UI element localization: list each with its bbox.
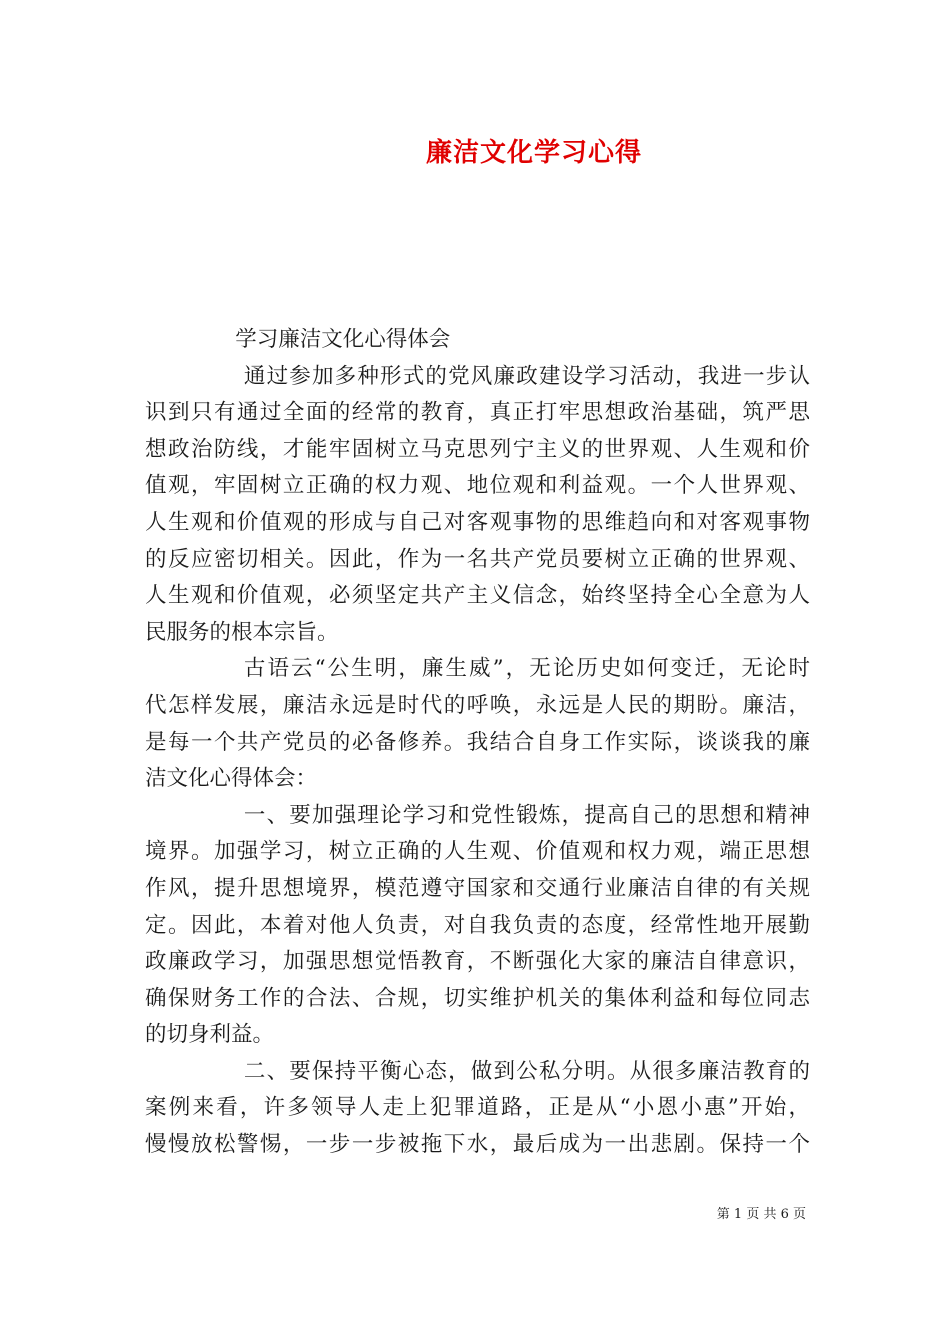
paragraph-line: 人生观和价值观，必须坚定共产主义信念，始终坚持全心全意为人 <box>145 583 810 609</box>
paragraph-line: 作风，提升思想境界，模范遵守国家和交通行业廉洁自律的有关规 <box>145 875 810 901</box>
paragraph-line: 古语云“公生明，廉生威”，无论历史如何变迁，无论时 <box>243 656 810 682</box>
paragraph-line: 洁文化心得体会： <box>145 766 318 792</box>
paragraph-line: 的反应密切相关。因此，作为一名共产党员要树立正确的世界观、 <box>145 546 810 572</box>
paragraph-line: 确保财务工作的合法、合规，切实维护机关的集体利益和每位同志 <box>145 985 810 1011</box>
paragraph-line: 定。因此，本着对他人负责，对自我负责的态度，经常性地开展勤 <box>145 912 810 938</box>
paragraph-line: 境界。加强学习，树立正确的人生观、价值观和权力观，端正思想 <box>145 839 810 865</box>
paragraph-line: 二、要保持平衡心态，做到公私分明。从很多廉洁教育的 <box>243 1058 810 1084</box>
paragraph-line: 民服务的根本宗旨。 <box>145 619 339 645</box>
paragraph-line: 的切身利益。 <box>145 1022 275 1048</box>
paragraph-line: 政廉政学习，加强思想觉悟教育，不断强化大家的廉洁自律意识， <box>145 949 810 975</box>
paragraph-line: 值观，牢固树立正确的权力观、地位观和利益观。一个人世界观、 <box>145 473 810 499</box>
document-body <box>145 322 810 1164</box>
paragraph-line: 想政治防线，才能牢固树立马克思列宁主义的世界观、人生观和价 <box>145 436 810 462</box>
document-title: 廉洁文化学习心得 <box>425 138 642 168</box>
paragraph-line: 慢慢放松警惕，一步一步被拖下水，最后成为一出悲剧。保持一个 <box>145 1132 810 1158</box>
page-number-footer: 第 1 页 共 6 页 <box>716 1207 806 1222</box>
document-subtitle: 学习廉洁文化心得体会 <box>235 327 451 352</box>
paragraph-line: 案例来看，许多领导人走上犯罪道路，正是从“小恩小惠”开始， <box>145 1095 810 1121</box>
paragraph-line: 通过参加多种形式的党风廉政建设学习活动，我进一步认 <box>243 363 810 389</box>
paragraph-line: 代怎样发展，廉洁永远是时代的呼唤，永远是人民的期盼。廉洁， <box>145 692 810 718</box>
paragraph-line: 一、要加强理论学习和党性锻炼，提高自己的思想和精神 <box>243 802 810 828</box>
paragraph-line: 是每一个共产党员的必备修养。我结合自身工作实际，谈谈我的廉 <box>145 729 810 755</box>
paragraph-line: 人生观和价值观的形成与自己对客观事物的思维趋向和对客观事物 <box>145 509 810 535</box>
paragraph-line: 识到只有通过全面的经常的教育，真正打牢思想政治基础，筑严思 <box>145 400 810 426</box>
